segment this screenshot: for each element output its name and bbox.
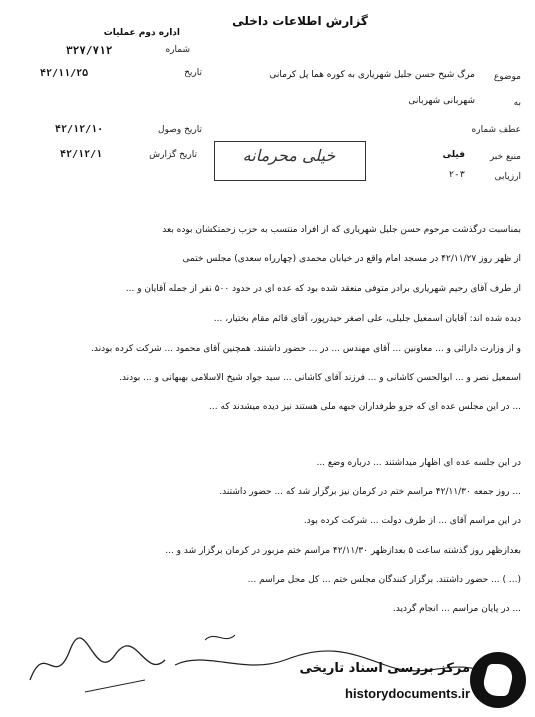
date-label: تاریخ: [184, 68, 202, 78]
paragraph-line-8: در این جلسه عده ای اظهار میداشتند ... درباره وضع ...: [316, 458, 521, 468]
document-title: گزارش اطلاعات داخلی: [232, 14, 368, 28]
field-subject-value: مرگ شیخ حسن جلیل شهریاری به کوره هما پل کرمانی: [269, 70, 475, 80]
office-name: اداره دوم عملیات: [103, 28, 180, 38]
watermark-title: مرکز بررسی اسناد تاریخی: [299, 661, 470, 676]
paragraph-line-10: در این مراسم آقای ... از طرف دولت ... شرکت کرده بود.: [303, 516, 521, 526]
paragraph-line-3: از طرف آقای رحیم شهریاری برادر متوفی منعقد شده بود که عده ای در حدود ۵۰۰ نفر از جمله آقایان و ...: [125, 284, 521, 294]
paragraph-line-13: ... در پایان مراسم ... انجام گردید.: [392, 604, 521, 614]
number-label: شماره: [165, 45, 190, 55]
field-source-value: فیلی: [442, 150, 465, 160]
paragraph-line-1: بمناسبت درگذشت مرحوم حسن جلیل شهریاری که از افراد منتسب به حزب زحمتکشان بوده بعد: [162, 225, 521, 235]
paragraph-line-9: ... روز جمعه ۴۲/۱۱/۳۰ مراسم ختم در کرمان نیز برگزار شد که ... حضور داشتند.: [219, 487, 521, 497]
paragraph-line-5: و از وزارت دارائی و ... معاونین ... آقای مهندس ... در ... حضور داشتند. همچنین آقای محمود ... شرکت کرده بودند.: [91, 344, 521, 354]
field-subject-label: موضوع: [493, 72, 521, 82]
report-date-label: تاریخ گزارش: [149, 150, 197, 160]
receipt-date-value: ۴۲/۱۲/۱۰: [55, 124, 104, 135]
paragraph-line-12: (... ) ... حضور داشتند. برگزار کنندگان مجلس ختم ... کل محل مراسم ...: [247, 575, 521, 585]
paragraph-line-11: بعدازظهر روز گذشته ساعت ۵ بعدازظهر ۴۲/۱۱/۳۰ مراسم ختم مزبور در کرمان برگزار شد و ...: [165, 546, 521, 556]
paragraph-line-7: ... در این مجلس عده ای که جزو طرفداران جبهه ملی هستند نیز دیده میشدند که ...: [209, 402, 521, 412]
report-date-value: ۴۲/۱۲/۱: [60, 149, 103, 160]
watermark-url: historydocuments.ir: [345, 686, 470, 701]
field-source-label: منبع خبر: [489, 152, 521, 162]
field-to-value: شهربانی شهربانی: [408, 96, 475, 106]
paragraph-line-6: اسمعیل نصر و ... ابوالحسن کاشانی و ... فرزند آقای کاشانی ... سید جواد شیخ الاسلامی بهبهانی و ... بودند.: [119, 373, 521, 383]
number-value: ۳۲۷/۷۱۲: [66, 44, 113, 57]
field-rating-value: ۲-۳: [448, 170, 465, 180]
date-value: ۴۲/۱۱/۲۵: [40, 68, 89, 79]
field-ref-label: عطف شماره: [471, 125, 521, 135]
paragraph-line-4: دیده شده اند: آقایان اسمعیل جلیلی، علی اصغر حیدرپور، آقای قائم مقام بختیار، ...: [213, 314, 521, 324]
field-to-label: به: [513, 98, 521, 108]
classification-stamp: خیلی محرمانه: [242, 146, 336, 165]
field-rating-label: ارزیابی: [494, 172, 521, 182]
paragraph-line-2: از ظهر روز ۴۲/۱۱/۲۷ در مسجد امام واقع در خیابان محمدی (چهارراه سعدی) مجلس ختمی: [182, 254, 521, 264]
receipt-date-label: تاریخ وصول: [158, 125, 202, 135]
